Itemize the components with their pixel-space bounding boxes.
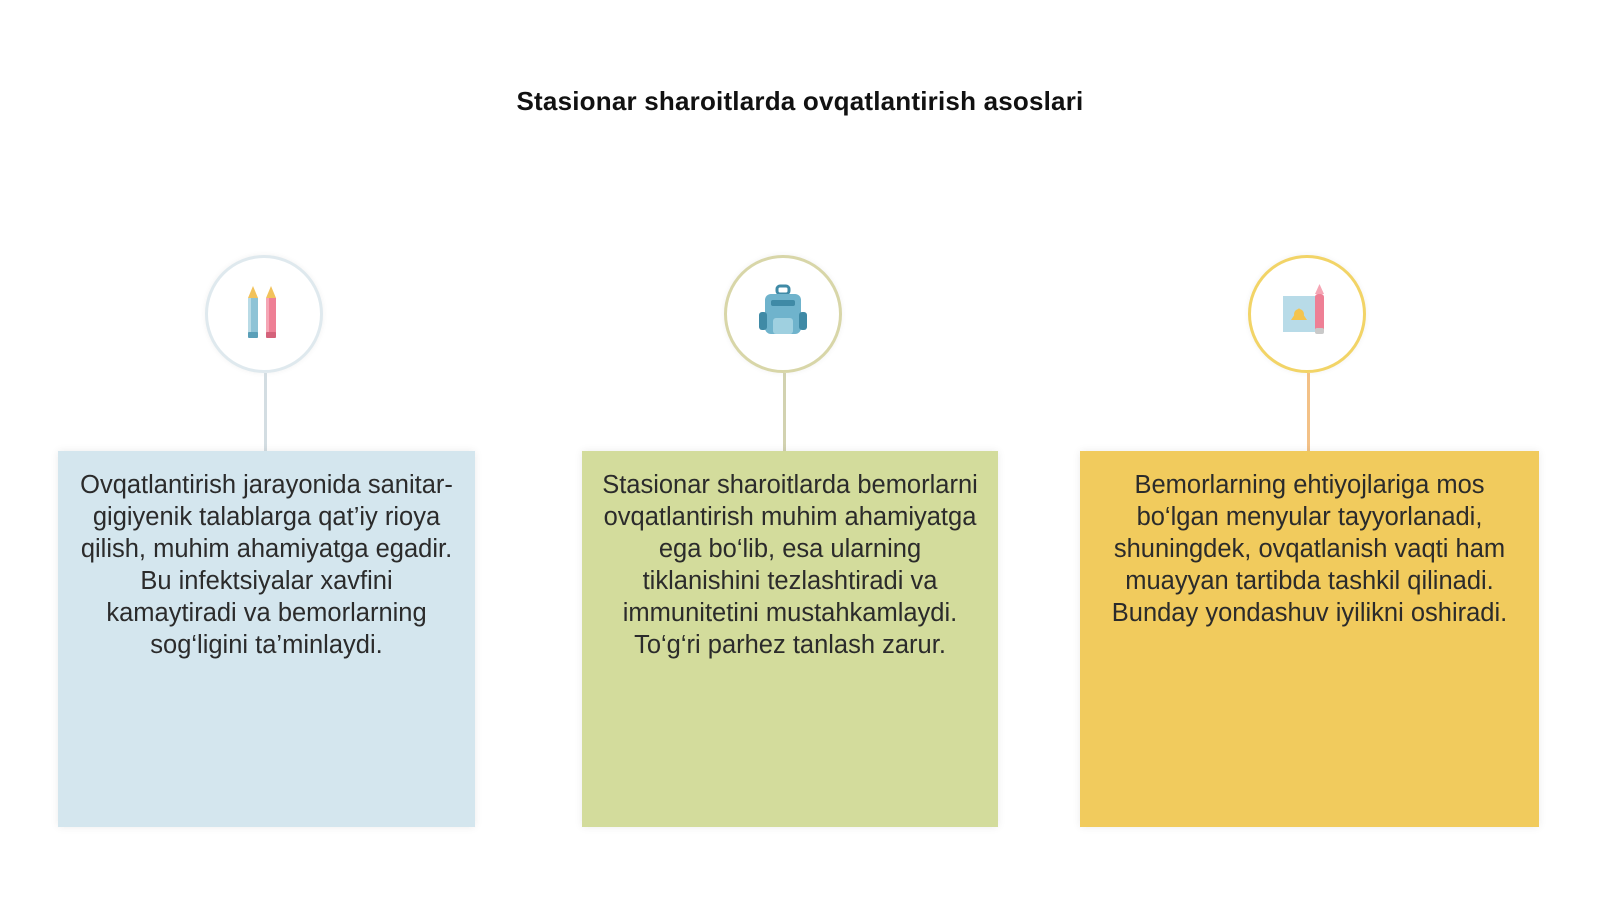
icon-circle	[1248, 255, 1366, 373]
info-card-menu	[1080, 451, 1539, 827]
pencils-icon	[234, 280, 294, 349]
page-title: Stasionar sharoitlarda ovqatlantirish asoslari	[516, 86, 1084, 116]
icon-circle	[724, 255, 842, 373]
card-text: Ovqatlantirish jarayonida sanitar-gigiyenik talablarga qat’iy rioya qilish, muhim ahamiyatga egadir. Bu infektsiyalar xavfini kamaytiradi va bemorlarning sog‘ligini ta’minlaydi.	[80, 471, 453, 659]
connector-line	[264, 373, 267, 451]
icon-circle	[205, 255, 323, 373]
backpack-icon	[751, 280, 815, 349]
info-card-nutrition	[582, 451, 998, 827]
drawing-icon	[1275, 280, 1339, 349]
info-card-sanitary	[58, 451, 475, 827]
card-text: Bemorlarning ehtiyojlariga mos bo‘lgan menyular tayyorlanadi, shuningdek, ovqatlanish vaqti ham muayyan tartibda tashkil qilinadi. Bunday yondashuv iyilikni oshiradi.	[1111, 471, 1508, 627]
card-text: Stasionar sharoitlarda bemorlarni ovqatlantirish muhim ahamiyatga ega bo‘lib, esa ularning tiklanishini tezlashtiradi va immunitetini mustahkamlaydi. To‘g‘ri parhez tanlash zarur.	[602, 471, 978, 659]
connector-line	[1307, 373, 1310, 451]
connector-line	[783, 373, 786, 451]
